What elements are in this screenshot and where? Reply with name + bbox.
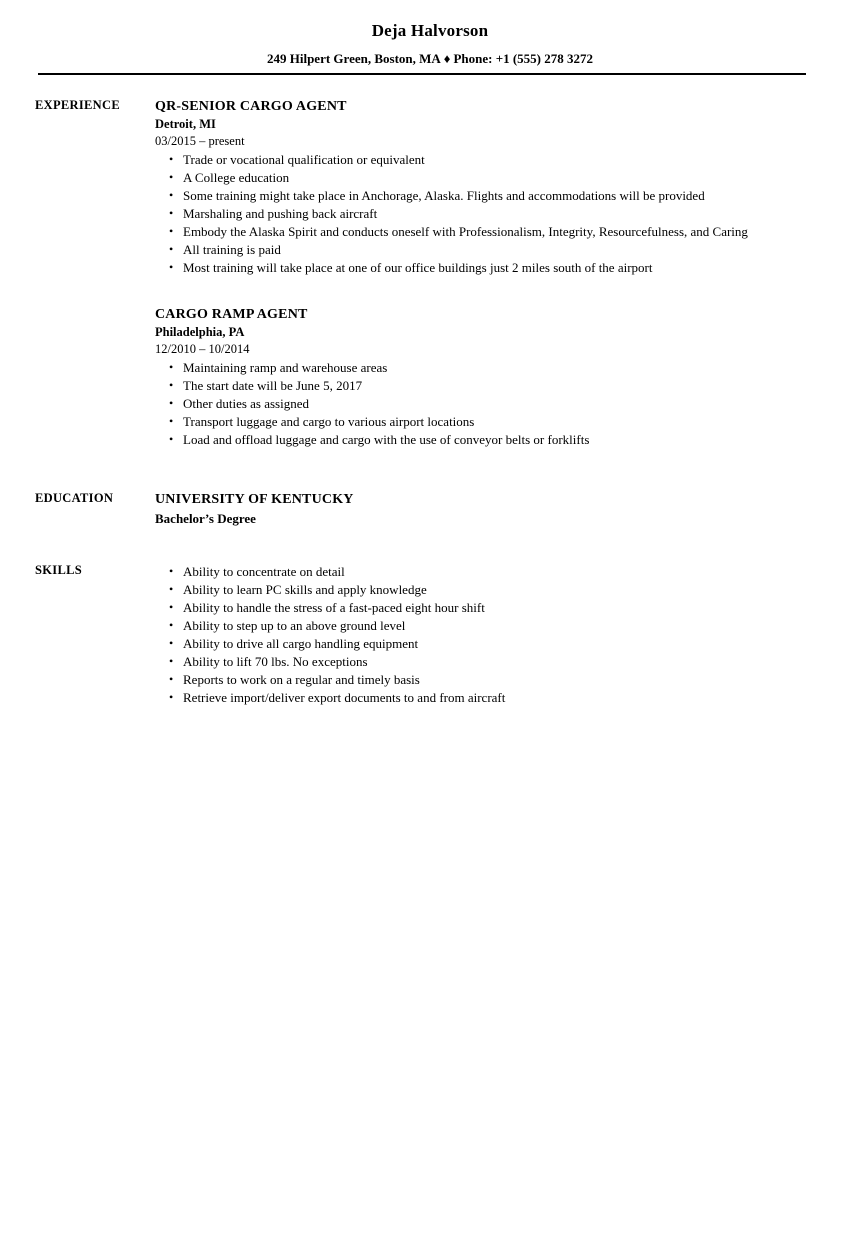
list-item: • All training is paid bbox=[155, 241, 820, 259]
job-responsibility-list bbox=[155, 359, 820, 449]
job-entry bbox=[155, 97, 820, 277]
section-label-experience: EXPERIENCE bbox=[35, 98, 120, 112]
list-item: • Ability to step up to an above ground level bbox=[155, 617, 820, 635]
list-item: • Reports to work on a regular and timely basis bbox=[155, 671, 820, 689]
list-item: • Most training will take place at one of our office buildings just 2 miles south of the airport bbox=[155, 259, 820, 277]
job-dates: 12/2010 – 10/2014 bbox=[155, 342, 250, 356]
job-title: CARGO RAMP AGENT bbox=[155, 307, 308, 322]
contact-line bbox=[0, 50, 860, 68]
job-title: QR-SENIOR CARGO AGENT bbox=[155, 99, 347, 114]
list-item: • Transport luggage and cargo to various airport locations bbox=[155, 413, 820, 431]
list-item: • Trade or vocational qualification or equivalent bbox=[155, 151, 820, 169]
degree-name: Bachelor’s Degree bbox=[155, 511, 256, 526]
section-experience bbox=[0, 97, 860, 449]
diamond-separator-icon: ♦ bbox=[443, 51, 451, 66]
contact-phone: Phone: +1 (555) 278 3272 bbox=[453, 51, 594, 66]
section-label-education: EDUCATION bbox=[35, 491, 114, 505]
list-item: • Embody the Alaska Spirit and conducts oneself with Professionalism, Integrity, Resourcefulness, and Caring bbox=[155, 223, 820, 241]
contact-address: 249 Hilpert Green, Boston, MA bbox=[266, 51, 441, 66]
skills-body bbox=[155, 562, 820, 707]
job-location: Detroit, MI bbox=[155, 117, 216, 131]
experience-body bbox=[155, 97, 820, 449]
candidate-name: Deja Halvorson bbox=[371, 21, 489, 40]
list-item: • A College education bbox=[155, 169, 820, 187]
list-item: • Ability to handle the stress of a fast-paced eight hour shift bbox=[155, 599, 820, 617]
section-skills bbox=[0, 562, 860, 707]
school-name: UNIVERSITY OF KENTUCKY bbox=[155, 492, 354, 507]
job-location: Philadelphia, PA bbox=[155, 325, 245, 339]
list-item: • Ability to drive all cargo handling equipment bbox=[155, 635, 820, 653]
job-entry bbox=[155, 305, 820, 449]
list-item: • Other duties as assigned bbox=[155, 395, 820, 413]
list-item: • Maintaining ramp and warehouse areas bbox=[155, 359, 820, 377]
skills-list bbox=[155, 563, 820, 707]
section-education bbox=[0, 490, 860, 528]
list-item: • Some training might take place in Anchorage, Alaska. Flights and accommodations will be provided bbox=[155, 187, 820, 205]
list-item: • Retrieve import/deliver export documents to and from aircraft bbox=[155, 689, 820, 707]
job-responsibility-list bbox=[155, 151, 820, 277]
education-body bbox=[155, 490, 820, 528]
resume-header bbox=[0, 0, 860, 68]
list-item: • Ability to lift 70 lbs. No exceptions bbox=[155, 653, 820, 671]
list-item: • Ability to learn PC skills and apply knowledge bbox=[155, 581, 820, 599]
job-dates: 03/2015 – present bbox=[155, 134, 245, 148]
header-divider bbox=[38, 73, 806, 75]
list-item: • Ability to concentrate on detail bbox=[155, 563, 820, 581]
list-item: • Marshaling and pushing back aircraft bbox=[155, 205, 820, 223]
list-item: • The start date will be June 5, 2017 bbox=[155, 377, 820, 395]
list-item: • Load and offload luggage and cargo with the use of conveyor belts or forklifts bbox=[155, 431, 820, 449]
section-label-skills: SKILLS bbox=[35, 563, 82, 577]
